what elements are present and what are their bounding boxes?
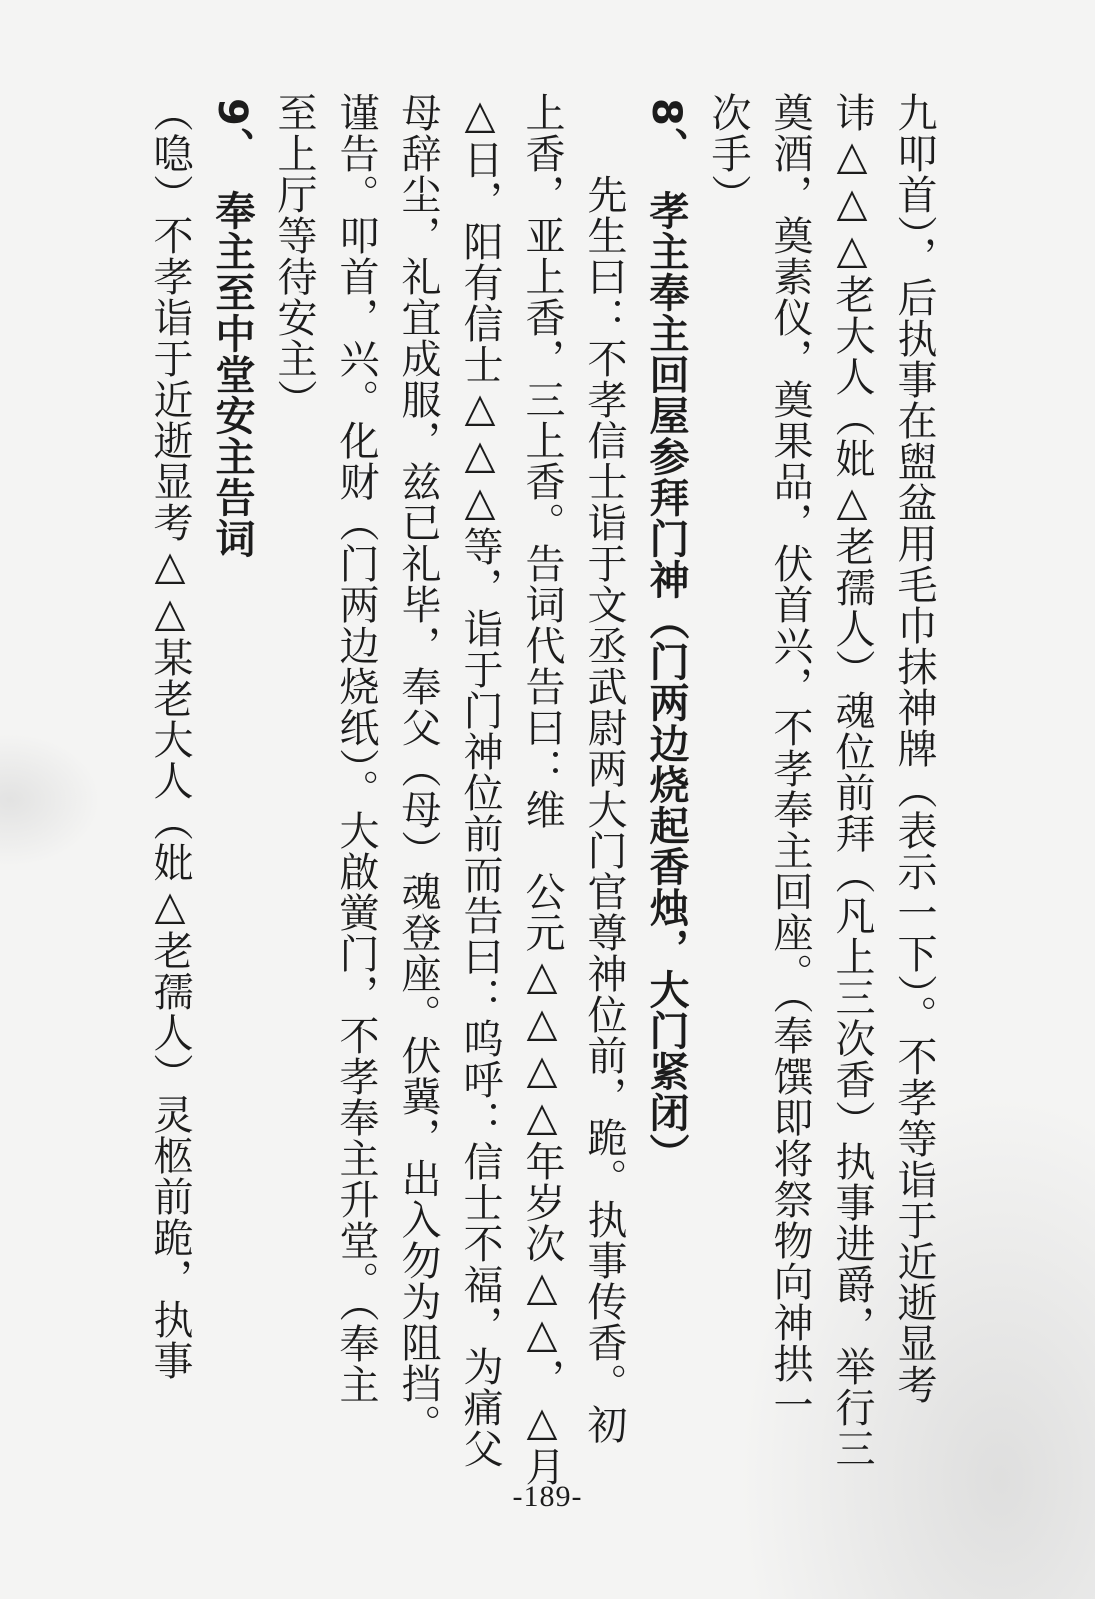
section-8-line-2: 上香，亚上香，三上香。告词代告曰：维 公元△△△△年岁次△△，△月 [519, 92, 565, 1487]
section-9-number: 9、 [209, 98, 255, 168]
page-number: -189- [512, 1480, 583, 1513]
section-8-line-1: 先生曰：不孝信士诣于文丞武尉两大门官尊神位前，跪。执事传香。初 [581, 174, 627, 1445]
section-8-title: 孝主奉主回屋参拜门神 [643, 189, 689, 600]
text-line-2: 讳△△△老大人（妣△老孺人）魂位前拜（凡上三次香）执事进爵，举行三 [829, 92, 875, 1469]
section-8-heading [635, 92, 697, 1492]
text-line-3: 奠酒，奠素仪，奠果品，伏首兴，不孝奉主回座。（奉馔即将祭物向神拱一 [767, 92, 813, 1425]
section-8-number: 8、 [643, 98, 689, 168]
section-9-heading [201, 92, 263, 1492]
section-8-note: （门两边烧起香烛，大门紧闭） [643, 599, 689, 1174]
text-line-4: 次手） [705, 92, 751, 215]
text-line-1: 九叩首），后执事在盥盆用毛巾抹神牌（表示一下）。不孝等诣于近逝显考 [891, 92, 937, 1405]
section-8-line-3: △日，阳有信士△△△等，诣于门神位前而告曰：呜呼：信士不福，为痛父 [457, 92, 503, 1469]
section-8-line-5: 谨告。叩首，兴。化财（门两边烧纸）。大啟黉门，不孝奉主升堂。（奉主 [333, 92, 379, 1405]
section-8-line-4: 母辞尘，礼宜成服，兹已礼毕，奉父（母）魂登座。伏冀，出入勿为阻挡。 [395, 92, 441, 1445]
section-9-line-1: （喼）不孝诣于近逝显考△△某老大人（妣△老孺人）灵柩前跪，执事 [147, 92, 193, 1381]
vertical-text-body [139, 92, 945, 1492]
section-9-title: 奉主至中堂安主告词 [209, 189, 255, 559]
section-8-line-6: 至上厅等待安主） [271, 92, 317, 420]
